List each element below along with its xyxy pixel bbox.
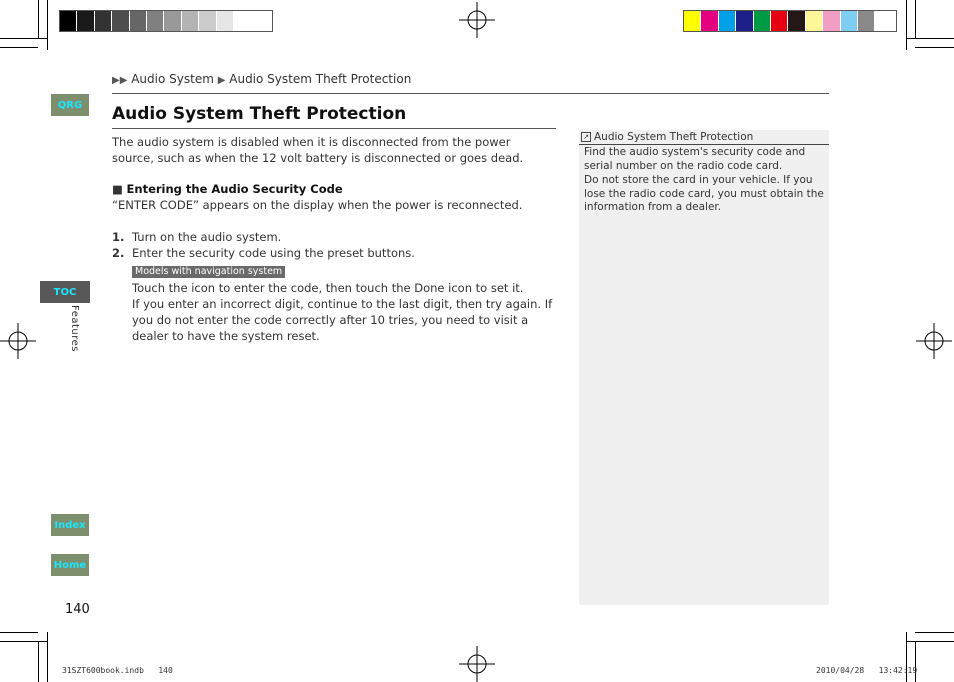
footer-date: 2010/04/28 [816, 666, 865, 675]
color-swatch [858, 11, 875, 31]
gray-swatch [164, 11, 181, 31]
step-text: Turn on the audio system. [132, 230, 282, 244]
crop-mark [906, 641, 954, 642]
footer-time: 13:42:19 [878, 666, 918, 675]
crop-mark [0, 38, 47, 39]
sidebar-note [579, 130, 829, 605]
gray-swatch [130, 11, 147, 31]
step-text: Enter the security code using the preset buttons. [132, 246, 415, 260]
color-swatch [754, 11, 771, 31]
section-text: “ENTER CODE” appears on the display when the power is reconnected. [112, 198, 523, 212]
step-number: 2. [112, 246, 125, 260]
gray-swatch [234, 11, 251, 31]
page-number: 140 [65, 602, 90, 617]
registration-mark-icon [459, 2, 495, 38]
steps-list [112, 229, 552, 261]
breadcrumb-link-audio-system[interactable]: Audio System [131, 72, 214, 86]
registration-mark-icon [459, 646, 495, 682]
list-item [112, 245, 552, 261]
sidebar-heading-row [579, 130, 829, 145]
home-button[interactable]: Home [51, 554, 89, 576]
crop-mark [38, 641, 39, 682]
crop-mark [47, 0, 48, 50]
crop-mark [0, 47, 38, 48]
title-underline [112, 128, 556, 129]
breadcrumb-arrow-icon: ▶▶ [112, 75, 128, 86]
color-swatch [788, 11, 805, 31]
crop-mark [906, 0, 907, 50]
gray-swatch [199, 11, 216, 31]
nav-step-line1: Touch the icon to enter the code, then touch the Done icon to set it. [132, 281, 524, 295]
registration-mark-icon [916, 323, 952, 359]
footer-filename: 31SZT600book.indb [62, 666, 144, 675]
breadcrumb-current: Audio System Theft Protection [229, 72, 412, 86]
sidebar-para-2: Do not store the card in your vehicle. If you lose the radio code card, you must obtain the information from a dealer. [584, 174, 824, 213]
square-bullet-icon: ■ [112, 182, 123, 196]
color-swatch [701, 11, 718, 31]
step-number: 1. [112, 230, 125, 244]
page-title: Audio System Theft Protection [112, 104, 407, 124]
footer-timestamp [816, 666, 917, 675]
list-item [112, 229, 552, 245]
breadcrumb [112, 72, 411, 86]
section-heading: Entering the Audio Security Code [126, 182, 343, 196]
process-color-bar [683, 10, 897, 32]
intro-text: The audio system is disabled when it is disconnected from the power source, such as when the 12 volt battery is disconnected or goes dead. [112, 135, 524, 165]
model-tag-badge: Models with navigation system [132, 266, 285, 278]
gray-swatch [112, 11, 129, 31]
gray-swatch [182, 11, 199, 31]
crop-mark [915, 0, 916, 38]
color-swatch [771, 11, 788, 31]
crop-mark [915, 641, 916, 682]
crop-mark [38, 0, 39, 38]
sidebar-para-1: Find the audio system's security code and serial number on the radio code card. [584, 146, 806, 172]
color-swatch [806, 11, 823, 31]
nav-model-block [132, 262, 558, 344]
gray-swatch [77, 11, 94, 31]
color-swatch [736, 11, 753, 31]
section-tab-features[interactable]: Features [69, 305, 80, 352]
crop-mark [906, 38, 954, 39]
nav-step-line2: If you enter an incorrect digit, continue to the last digit, then try again. If you do not enter the code correctly after 10 tries, you need to visit a dealer to have the system reset. [132, 297, 553, 343]
note-icon: ↗ [581, 132, 591, 142]
crop-mark [0, 641, 47, 642]
toc-button[interactable]: TOC [40, 281, 90, 303]
index-button[interactable]: Index [51, 514, 89, 536]
crop-mark [0, 632, 38, 633]
color-swatch [684, 11, 701, 31]
registration-mark-icon [0, 323, 36, 359]
header-rule [112, 93, 829, 94]
sidebar-heading: Audio System Theft Protection [594, 131, 754, 143]
gray-swatch [217, 11, 234, 31]
footer-page: 140 [158, 666, 173, 675]
footer-file [62, 666, 173, 675]
gray-swatch [95, 11, 112, 31]
gray-swatch [147, 11, 164, 31]
color-swatch [823, 11, 840, 31]
color-swatch [841, 11, 858, 31]
crop-mark [47, 632, 48, 682]
qrg-button[interactable]: QRG [51, 94, 89, 116]
gray-swatch [60, 11, 77, 31]
crop-mark [915, 47, 954, 48]
breadcrumb-arrow-icon: ▶ [217, 75, 226, 86]
section-block [112, 181, 552, 213]
crop-mark [915, 632, 954, 633]
gray-color-bar [59, 10, 273, 32]
color-swatch [719, 11, 736, 31]
